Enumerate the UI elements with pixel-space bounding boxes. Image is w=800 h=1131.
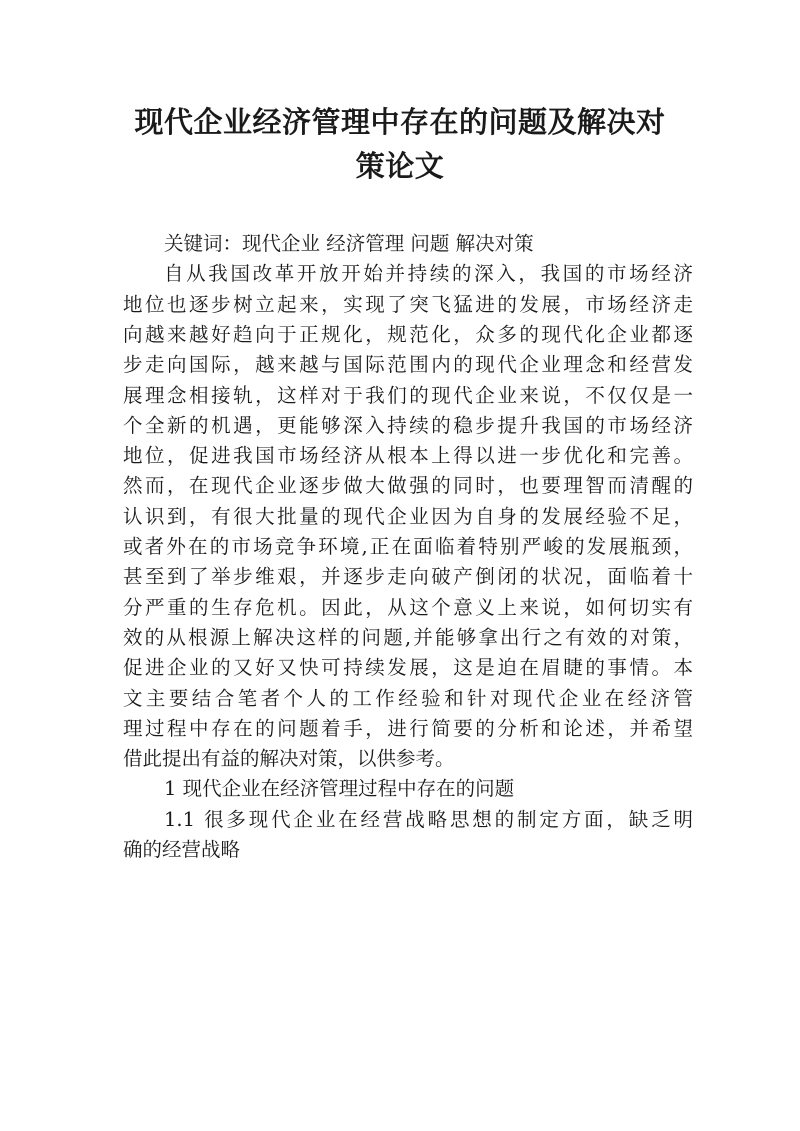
paragraph-line: 确的经营战略 [123,838,241,861]
paragraph-line: 然而，在现代企业逐步做大做强的同时，也要理智而清醒的 [123,474,693,498]
document-title-line-2: 策论文 [355,149,445,183]
paragraph-line: 认识到，有很大批量的现代企业因为自身的发展经验不足， [123,504,693,528]
paragraph-line: 效的从根源上解决这样的问题,并能够拿出行之有效的对策， [123,625,693,649]
section-heading-line: 1.1 很多现代企业在经营战略思想的制定方面，缺乏明 [164,807,693,831]
paragraph-line: 甚至到了举步维艰，并逐步走向破产倒闭的状况，面临着十 [123,565,693,589]
paragraph-line: 展理念相接轨，这样对于我们的现代企业来说，不仅仅是一 [123,383,693,407]
paragraph-line: 地位，促进我国市场经济从根本上得以进一步优化和完善。 [123,444,693,468]
paragraph-line: 个全新的机遇，更能够深入持续的稳步提升我国的市场经济 [123,413,693,437]
paragraph-line: 或者外在的市场竞争环境,正在面临着特别严峻的发展瓶颈， [123,535,693,558]
keywords-line: 关键词：现代企业 经济管理 问题 解决对策 [164,232,534,255]
paragraph-line: 步走向国际，越来越与国际范围内的现代企业理念和经营发 [123,353,693,377]
paragraph-line: 地位也逐步树立起来，实现了突飞猛进的发展，市场经济走 [123,292,693,316]
paragraph-line: 促进企业的又好又快可持续发展，这是迫在眉睫的事情。本 [123,656,693,680]
paragraph-line: 向越来越好趋向于正规化，规范化，众多的现代化企业都逐 [123,322,693,346]
paragraph-line: 理过程中存在的问题着手，进行简要的分析和论述，并希望 [123,716,693,740]
paragraph-line: 自从我国改革开放开始并持续的深入，我国的市场经济 [164,262,693,286]
section-heading-line: 1 现代企业在经济管理过程中存在的问题 [164,777,515,801]
document-title-line-1: 现代企业经济管理中存在的问题及解决对 [134,105,666,139]
paragraph-line: 借此提出有益的解决对策，以供参考。 [123,747,455,771]
paragraph-line: 文主要结合笔者个人的工作经验和针对现代企业在经济管 [123,686,693,710]
paragraph-line: 分严重的生存危机。因此，从这个意义上来说，如何切实有 [123,595,693,619]
